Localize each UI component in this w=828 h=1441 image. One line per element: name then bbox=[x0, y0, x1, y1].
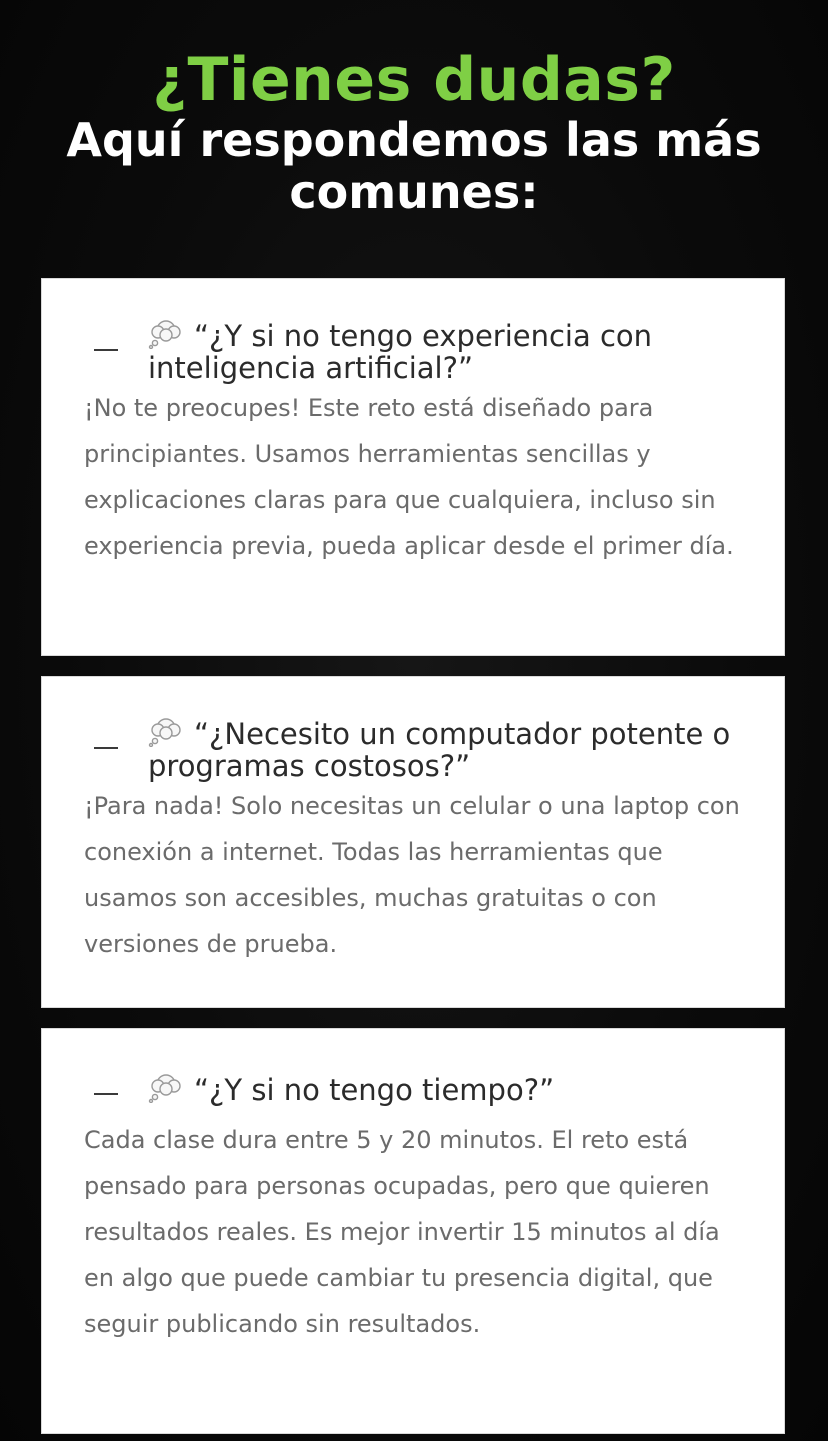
faq-question-toggle[interactable] bbox=[94, 319, 744, 384]
faq-question bbox=[148, 319, 744, 384]
faq-answer: ¡Para nada! Solo necesitas un celular o una laptop con conexión a internet. Todas las herramientas que usamos son accesibles, muchas gratuitas o con versiones de prueba. bbox=[84, 792, 740, 958]
faq-item bbox=[41, 1028, 785, 1434]
thought-balloon-icon bbox=[148, 1073, 184, 1103]
faq-item bbox=[41, 676, 785, 1008]
faq-header bbox=[0, 45, 828, 219]
faq-question-toggle[interactable] bbox=[94, 1073, 744, 1106]
faq-answer: Cada clase dura entre 5 y 20 minutos. El reto está pensado para personas ocupadas, pero que quieren resultados reales. Es mejor invertir 15 minutos al día en algo que puede cambiar tu presencia digital, que seguir publicando sin resultados. bbox=[84, 1126, 720, 1338]
minus-icon[interactable] bbox=[94, 747, 118, 749]
page-subtitle: Aquí respondemos las más comunes: bbox=[66, 113, 762, 219]
faq-question-text: “¿Y si no tengo tiempo?” bbox=[194, 1073, 555, 1107]
thought-balloon-icon bbox=[148, 717, 184, 747]
minus-icon[interactable] bbox=[94, 1093, 118, 1095]
faq-question-text: “¿Necesito un computador potente o programas costosos?” bbox=[148, 717, 731, 783]
faq-question bbox=[148, 717, 744, 782]
faq-answer: ¡No te preocupes! Este reto está diseñado para principiantes. Usamos herramientas sencillas y explicaciones claras para que cualquiera, incluso sin experiencia previa, pueda aplicar desde el primer día. bbox=[84, 394, 734, 560]
thought-balloon-icon bbox=[148, 319, 184, 349]
faq-item bbox=[41, 278, 785, 656]
minus-icon[interactable] bbox=[94, 349, 118, 351]
faq-question-text: “¿Y si no tengo experiencia con inteligencia artificial?” bbox=[148, 319, 653, 385]
page-title: ¿Tienes dudas? bbox=[152, 45, 676, 115]
faq-question bbox=[148, 1073, 554, 1106]
faq-question-toggle[interactable] bbox=[94, 717, 744, 782]
